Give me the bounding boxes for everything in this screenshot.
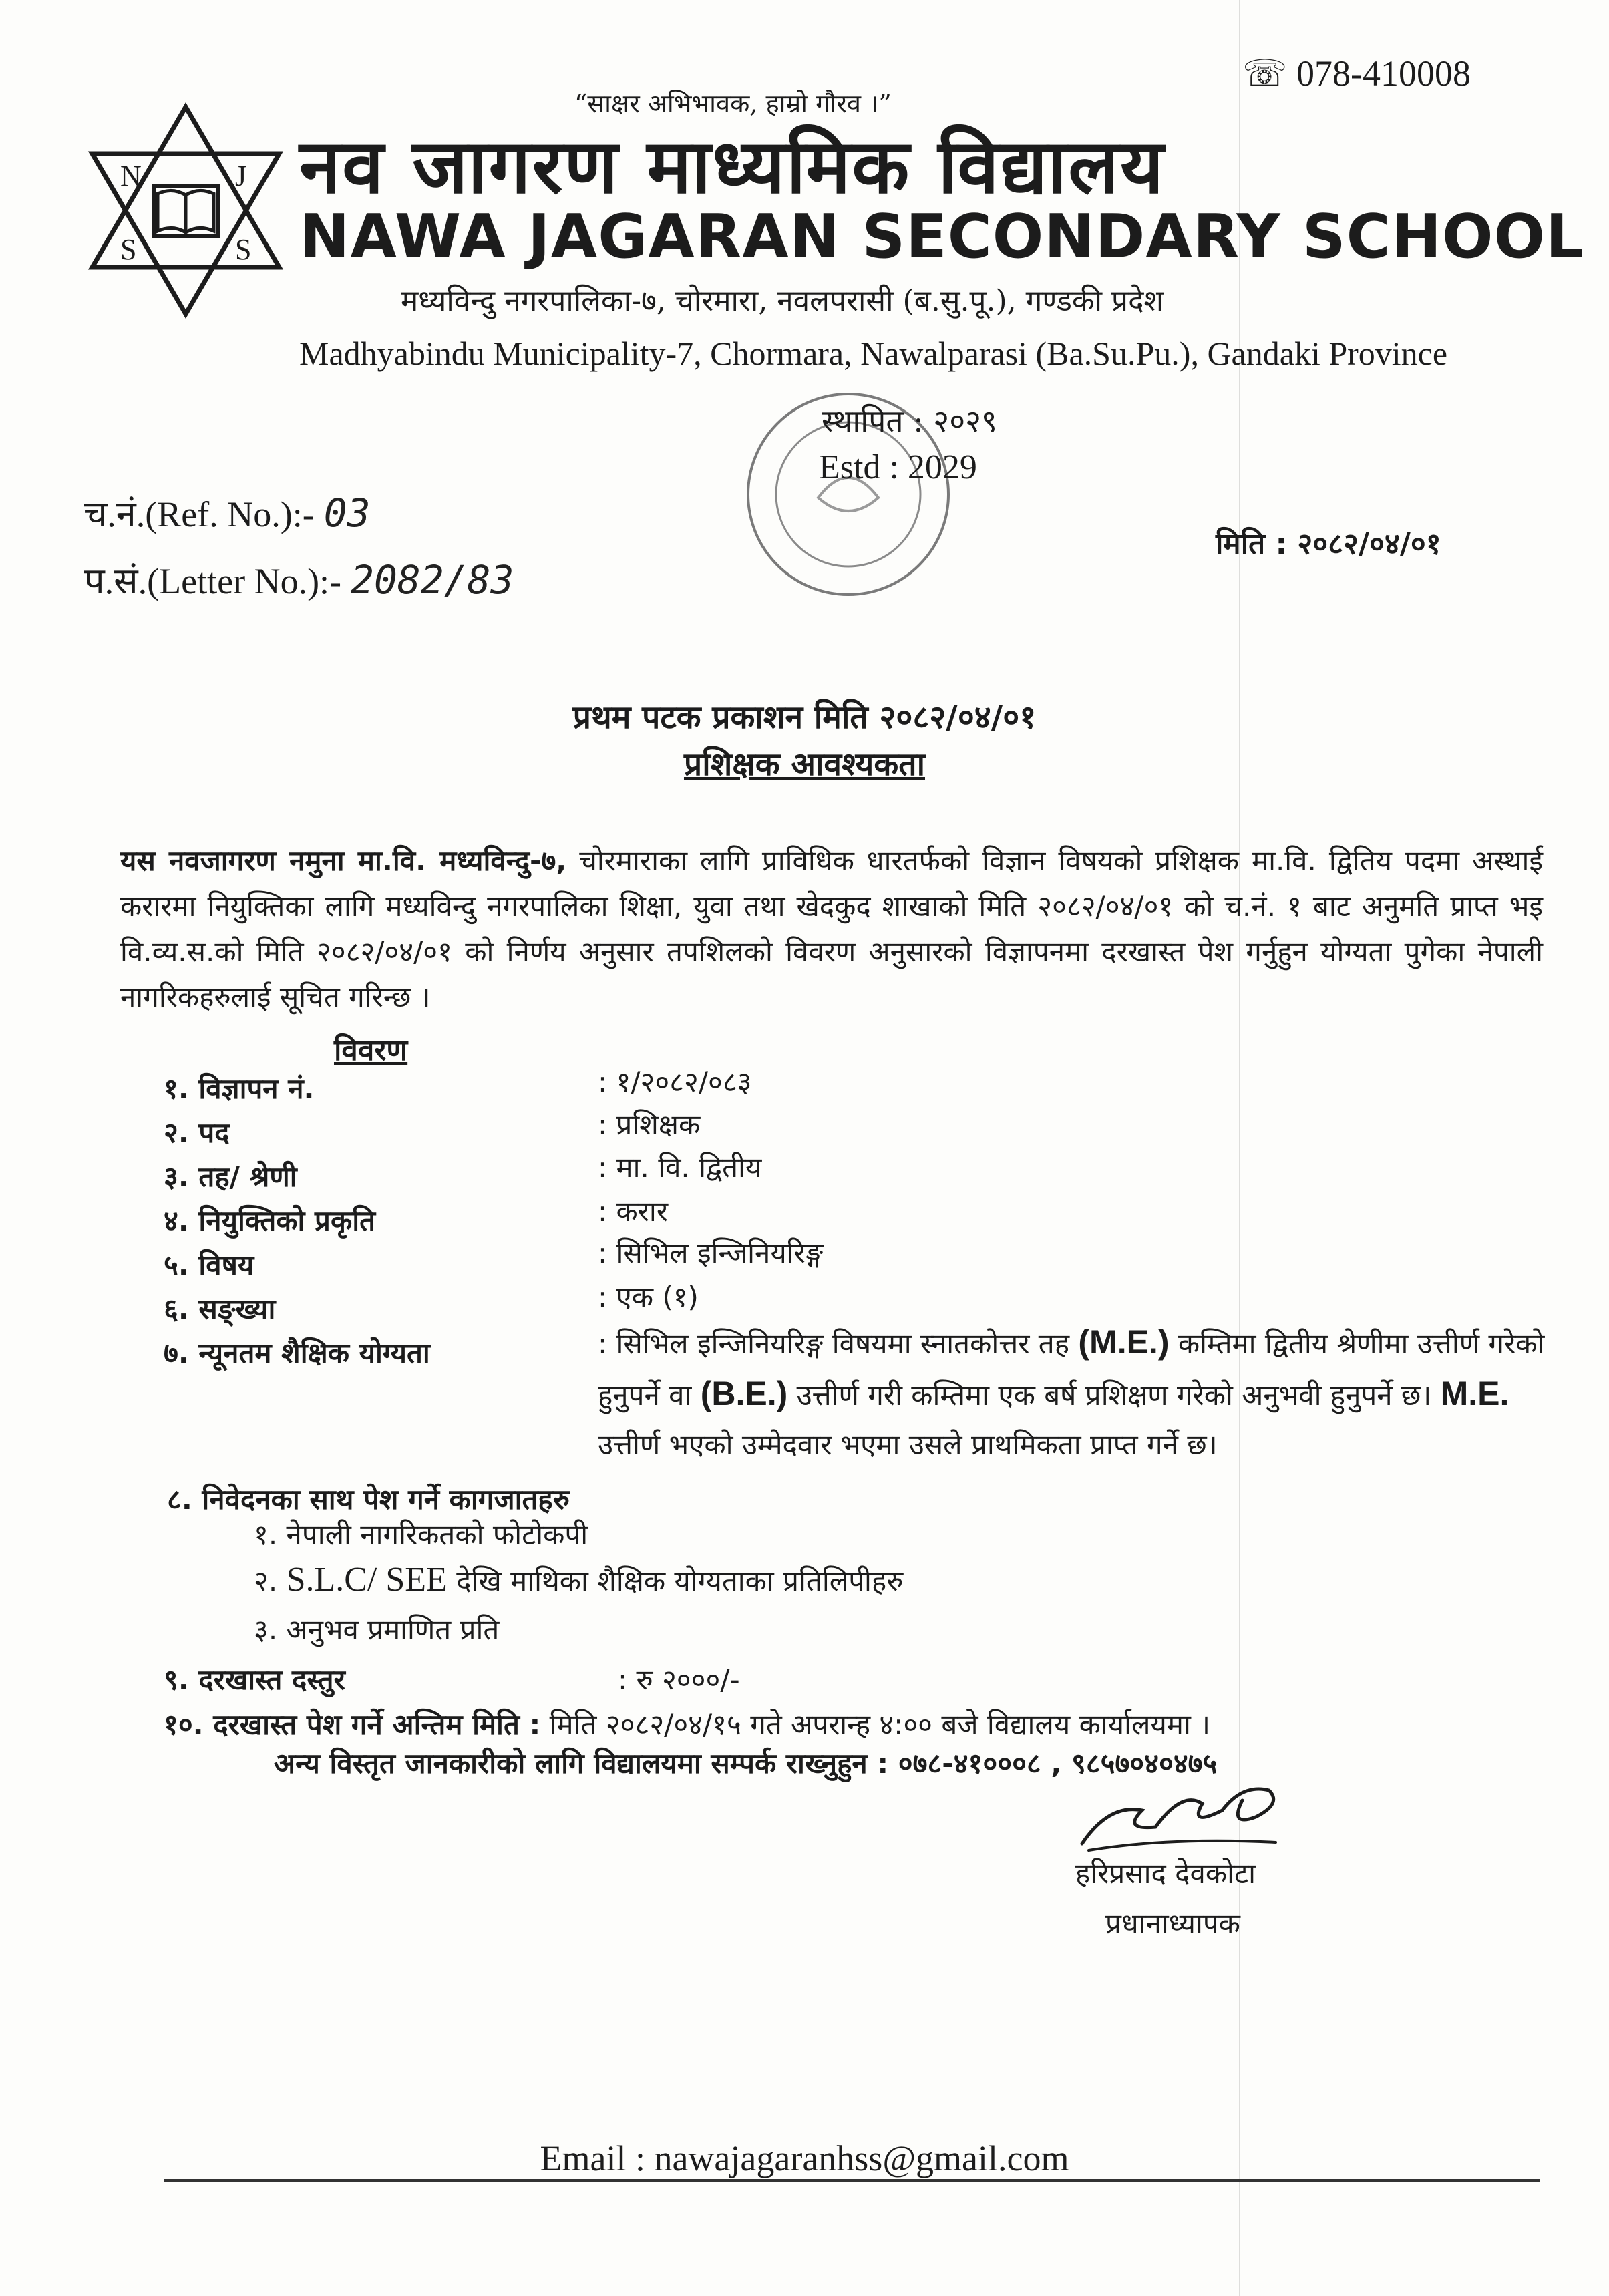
ref-value: 03 xyxy=(323,490,371,536)
established-english: Estd : 2029 xyxy=(819,448,977,486)
footer-divider xyxy=(164,2179,1540,2182)
signer-role: प्रधानाध्यापक xyxy=(1105,1907,1240,1940)
reference-number xyxy=(84,488,371,537)
qualification-part: उत्तीर्ण भएको उम्मेदवार भएमा उसले प्राथमिकता प्राप्त गर्ने छ। xyxy=(598,1428,1218,1461)
detail-label: ३. तह/ श्रेणी xyxy=(164,1160,297,1193)
documents-heading: ८. निवेदनका साथ पेश गर्ने कागजातहरु xyxy=(167,1483,570,1516)
school-name-english: NAWA JAGARAN SECONDARY SCHOOL xyxy=(299,202,1585,272)
signer-name: हरिप्रसाद देवकोटा xyxy=(1075,1857,1256,1890)
detail-label: ७. न्यूनतम शैक्षिक योग्यता xyxy=(164,1337,430,1369)
paragraph-body: चोरमाराका लागि प्राविधिक धारतर्फको विज्ञान विषयको प्रशिक्षक मा.वि. द्वितिय पदमा अस्थाई करारमा नियुक्तिका लागि मध्यविन्दु नगरपालिका शिक्षा, युवा तथा खेदकुद शाखाको मिति २०८२/०४/०१ को च.नं. १ बाट अनुमति प्राप्त भइ वि.व्य.स.को मिति २०८२/०४/०१ को निर्णय अनुसार तपशिलको विवरण अनुसारको विज्ञापनमा दरखास्त पेश गर्नुहुन योग्यता पुगेका नेपाली नागरिकहरुलाई सूचित गरिन्छ । xyxy=(120,844,1543,1013)
first-publish-date: प्रथम पटक प्रकाशन मिति २०८२/०४/०१ xyxy=(572,699,1037,736)
qualification-part: कम्तिमा द्वितीय श्रेणीमा उत्तीर्ण गरेको हुनुपर्ने वा xyxy=(598,1327,1545,1412)
qualification-be: (B.E.) xyxy=(700,1375,788,1412)
ref-label: च.नं.(Ref. No.):- xyxy=(84,494,315,534)
letter-value: 2082/83 xyxy=(351,557,514,603)
letter-number xyxy=(84,554,514,604)
logo-letter-s2: S xyxy=(235,233,252,266)
handwritten-signature xyxy=(1069,1764,1296,1864)
detail-row xyxy=(164,1289,598,1327)
detail-row xyxy=(164,1333,598,1371)
detail-label: ६. सङ्ख्या xyxy=(164,1293,276,1325)
document-item xyxy=(254,1560,903,1599)
fee-label: ९. दरखास्त दस्तुर xyxy=(164,1663,345,1696)
qualification-part: : सिभिल इन्जिनियरिङ्ग विषयमा स्नातकोत्तर तह xyxy=(598,1327,1079,1360)
qualification-me: M.E. xyxy=(1440,1375,1509,1412)
letter-date: मिति : २०८२/०४/०१ xyxy=(1216,527,1441,561)
detail-label: २. पद xyxy=(164,1116,230,1149)
phone-number: ☏ 078-410008 xyxy=(1242,53,1471,94)
contact-info: अन्य विस्तृत जानकारीको लागि विद्यालयमा सम्पर्क राख्नुहुन : ०७८-४१०००८ , ९८५७०४०४७५ xyxy=(274,1747,1218,1780)
notice-title: प्रशिक्षक आवश्यकता xyxy=(683,746,925,783)
paragraph-lead: यस नवजागरण नमुना मा.वि. मध्यविन्दु-७, xyxy=(120,844,567,877)
document-slc: S.L.C/ SEE xyxy=(286,1561,448,1599)
detail-row xyxy=(164,1201,598,1239)
logo-letter-s1: S xyxy=(120,233,137,266)
deadline-label: १०. दरखास्त पेश गर्ने अन्तिम मिति : xyxy=(164,1708,541,1741)
logo-letter-n: N xyxy=(120,160,142,192)
document-item: १. नेपाली नागरिकतको फोटोकपी xyxy=(254,1518,588,1551)
address-english: Madhyabindu Municipality-7, Chormara, Nawalparasi (Ba.Su.Pu.), Gandaki Province xyxy=(299,335,1448,372)
qualification-text xyxy=(598,1317,1553,1470)
detail-row xyxy=(164,1069,598,1107)
detail-label: ५. विषय xyxy=(164,1249,254,1281)
deadline-value: मिति २०८२/०४/१५ गते अपरान्ह ४:०० बजे विद्यालय कार्यालयमा । xyxy=(540,1708,1211,1741)
detail-label: ४. नियुक्तिको प्रकृति xyxy=(164,1204,376,1237)
address-nepali: मध्यविन्दु नगरपालिका-७, चोरमारा, नवलपरासी (ब.सु.पू.), गण्डकी प्रदेश xyxy=(401,284,1164,318)
detail-value: : मा. वि. द्वितीय xyxy=(598,1151,762,1184)
notice-paragraph xyxy=(120,838,1543,1020)
detail-value: : प्रशिक्षक xyxy=(598,1108,701,1141)
detail-value: : सिभिल इन्जिनियरिङ्ग xyxy=(598,1237,824,1269)
detail-value: : एक (१) xyxy=(598,1281,699,1313)
footer-email: Email : nawajagaranhss@gmail.com xyxy=(540,2138,1069,2178)
qualification-part: उत्तीर्ण गरी कम्तिमा एक बर्ष प्रशिक्षण गरेको अनुभवी हुनुपर्ने छ। xyxy=(787,1379,1441,1412)
document-item: ३. अनुभव प्रमाणित प्रति xyxy=(254,1613,500,1646)
qualification-me: (M.E.) xyxy=(1078,1323,1170,1361)
letter-label: प.सं.(Letter No.):- xyxy=(84,561,342,601)
detail-value: : करार xyxy=(598,1195,668,1228)
detail-row xyxy=(164,1157,598,1195)
detail-row xyxy=(164,1113,598,1151)
document-text: देखि माथिका शैक्षिक योग्यताका प्रतिलिपीहरु xyxy=(456,1565,904,1597)
detail-value: : १/२०८२/०८३ xyxy=(598,1065,752,1098)
established-nepali: स्थापित : २०२९ xyxy=(822,403,997,439)
details-heading: विवरण xyxy=(334,1033,408,1068)
fee-value: : रु २०००/- xyxy=(618,1663,740,1696)
detail-label: १. विज्ञापन नं. xyxy=(164,1072,315,1105)
school-name-nepali: नव जागरण माध्यमिक विद्यालय xyxy=(299,124,1166,210)
detail-row xyxy=(164,1245,598,1283)
logo-letter-j: J xyxy=(235,160,247,192)
school-logo xyxy=(79,100,293,321)
school-motto: “साक्षर अभिभावक, हाम्रो गौरव ।” xyxy=(574,89,892,118)
document-number: २. xyxy=(254,1565,278,1597)
deadline xyxy=(164,1705,1210,1743)
